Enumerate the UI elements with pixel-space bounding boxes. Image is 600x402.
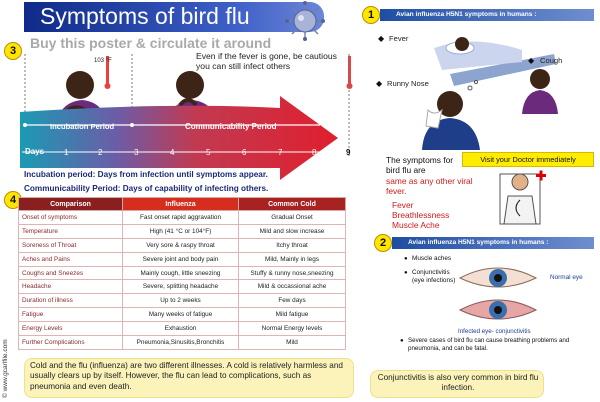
communicability-label: Communicability Period — [185, 122, 277, 131]
doctor-figure — [500, 171, 546, 225]
table-row — [19, 294, 346, 308]
table-cell: Stuffy & runny nose,sneezing — [239, 266, 346, 280]
badge-3: 3 — [4, 42, 22, 60]
table-header: Comparison — [19, 198, 123, 211]
badge-2: 2 — [374, 234, 392, 252]
table-row — [19, 211, 346, 225]
fever-bullet: ◆ — [378, 34, 385, 43]
table-cell: Aches and Pains — [19, 252, 123, 266]
table-row — [19, 224, 346, 238]
table-cell: Exhaustion — [123, 322, 239, 336]
table-cell: Mild fatigue — [239, 308, 346, 322]
severe-cases-text: Severe cases of bird flu can cause breathing problems and pneumonia, and can be fatal. — [408, 337, 570, 352]
fever-warning: Even if the fever is gone, be cautious you can still infect others — [196, 51, 337, 71]
subtitle: Buy this poster & circulate it around — [30, 35, 272, 51]
conj-bullet: ● — [404, 270, 408, 276]
day-tick: 1 — [64, 148, 69, 157]
table-cell: Headache — [19, 280, 123, 294]
muscle-aches-label: Muscle aches — [412, 255, 452, 262]
page-title: Symptoms of bird flu — [40, 3, 250, 29]
cold-note: Cold and the flu (influenza) are two different illnesses. A cold is relatively harmless and usually clears up by itself. However, the flu can lead to complications, such as pneumonia and even death. — [30, 361, 343, 391]
badge-1: 1 — [362, 6, 380, 24]
eye-illustrations — [456, 262, 546, 326]
table-cell: Further Complications — [19, 336, 123, 350]
badge-4: 4 — [4, 191, 22, 209]
severe-bullet: ● — [400, 338, 404, 344]
infected-eye-label: Infected eye- conjunctivitis — [458, 328, 531, 335]
visit-doctor-label: Visit your Doctor immediately — [462, 152, 594, 167]
credit-wrapper — [2, 300, 12, 400]
day-tick: 4 — [170, 148, 175, 157]
symptoms-red-text: same as any other viral fever. — [386, 176, 473, 196]
table-cell: Mainly cough, little sneezing — [123, 266, 239, 280]
table-row — [19, 266, 346, 280]
day-tick: 7 — [278, 148, 283, 157]
table-cell: Severe joint and body pain — [123, 252, 239, 266]
table-cell: Coughs and Sneezes — [19, 266, 123, 280]
symptom-list-item: Fever — [392, 200, 414, 210]
table-cell: Itchy throat — [239, 238, 346, 252]
runny-nose-label: Runny Nose — [387, 79, 429, 88]
table-row — [19, 280, 346, 294]
virus-icon — [282, 0, 328, 42]
table-cell: Normal Energy levels — [239, 322, 346, 336]
runny-nose-figure — [422, 80, 480, 150]
table-cell: Many weeks of fatigue — [123, 308, 239, 322]
incubation-label: Incubation Period — [50, 122, 115, 131]
day-tick: 8 — [312, 148, 317, 157]
day-tick: 9 — [346, 148, 351, 157]
runny-bullet: ◆ — [376, 79, 383, 88]
table-cell: Pneumonia,Sinusitis,Bronchitis — [123, 336, 239, 350]
conjunctivitis-label: Conjunctivitis (eye infections) — [412, 269, 456, 284]
table-cell: Soreness of Throat — [19, 238, 123, 252]
table-cell: Duration of illness — [19, 294, 123, 308]
cough-bullet: ◆ — [528, 56, 535, 65]
normal-eye-label: Normal eye — [550, 274, 583, 281]
day-tick: 6 — [242, 148, 247, 157]
symptoms-text: The symptoms for bird flu are — [386, 155, 454, 175]
table-row — [19, 322, 346, 336]
table-cell: Up to 2 weeks — [123, 294, 239, 308]
infected-eye — [460, 300, 536, 319]
table-row — [19, 336, 346, 350]
symptom-list-item: Muscle Ache — [392, 220, 440, 230]
communicability-definition: Communicability Period: Days of capability of infecting others. — [24, 184, 269, 193]
table-cell: Very sore & raspy throat — [123, 238, 239, 252]
table-cell: Fatigue — [19, 308, 123, 322]
table-header: Influenza — [123, 198, 239, 211]
panel1-header: Avian influenza H5N1 symptoms in humans : — [380, 9, 594, 21]
table-cell: Fast onset rapid aggravation — [123, 211, 239, 225]
symptom-list-item: Breathlessness — [392, 210, 450, 220]
table-cell: Few days — [239, 294, 346, 308]
table-header: Common Cold — [239, 198, 346, 211]
table-cell: Severe, splitting headache — [123, 280, 239, 294]
fever-label: Fever — [389, 34, 409, 43]
table-cell: Temperature — [19, 224, 123, 238]
table-cell: Mild & occassional ache — [239, 280, 346, 294]
temperature-reading: 103 °F — [94, 58, 112, 64]
cough-label: Cough — [540, 56, 563, 65]
table-row — [19, 308, 346, 322]
table-cell: Mild and slow increase — [239, 224, 346, 238]
normal-eye — [460, 268, 536, 287]
conjunctivitis-note: Conjunctivitis is also very common in bird flu infection. — [377, 373, 539, 393]
day-tick: 2 — [98, 148, 103, 157]
table-row — [19, 252, 346, 266]
credit-text: © www.gcarlfile.com — [2, 339, 9, 398]
comparison-table — [18, 197, 346, 350]
muscle-bullet: ● — [404, 256, 408, 262]
table-cell: Energy Levels — [19, 322, 123, 336]
day-tick: 5 — [206, 148, 211, 157]
days-label: Days — [25, 147, 45, 156]
cough-figure — [522, 69, 558, 114]
table-cell: Onset of symptoms — [19, 211, 123, 225]
incubation-definition: Incubation period: Days from infection until symptoms appear. — [24, 170, 268, 179]
table-cell: High (41 °C or 104°F) — [123, 224, 239, 238]
panel2-header: Avian influenza H5N1 symptoms in humans : — [392, 237, 594, 249]
table-cell: Mild, Mainly in legs — [239, 252, 346, 266]
day-tick: 3 — [134, 148, 139, 157]
table-row — [19, 238, 346, 252]
table-cell: Mild — [239, 336, 346, 350]
table-cell: Gradual Onset — [239, 211, 346, 225]
